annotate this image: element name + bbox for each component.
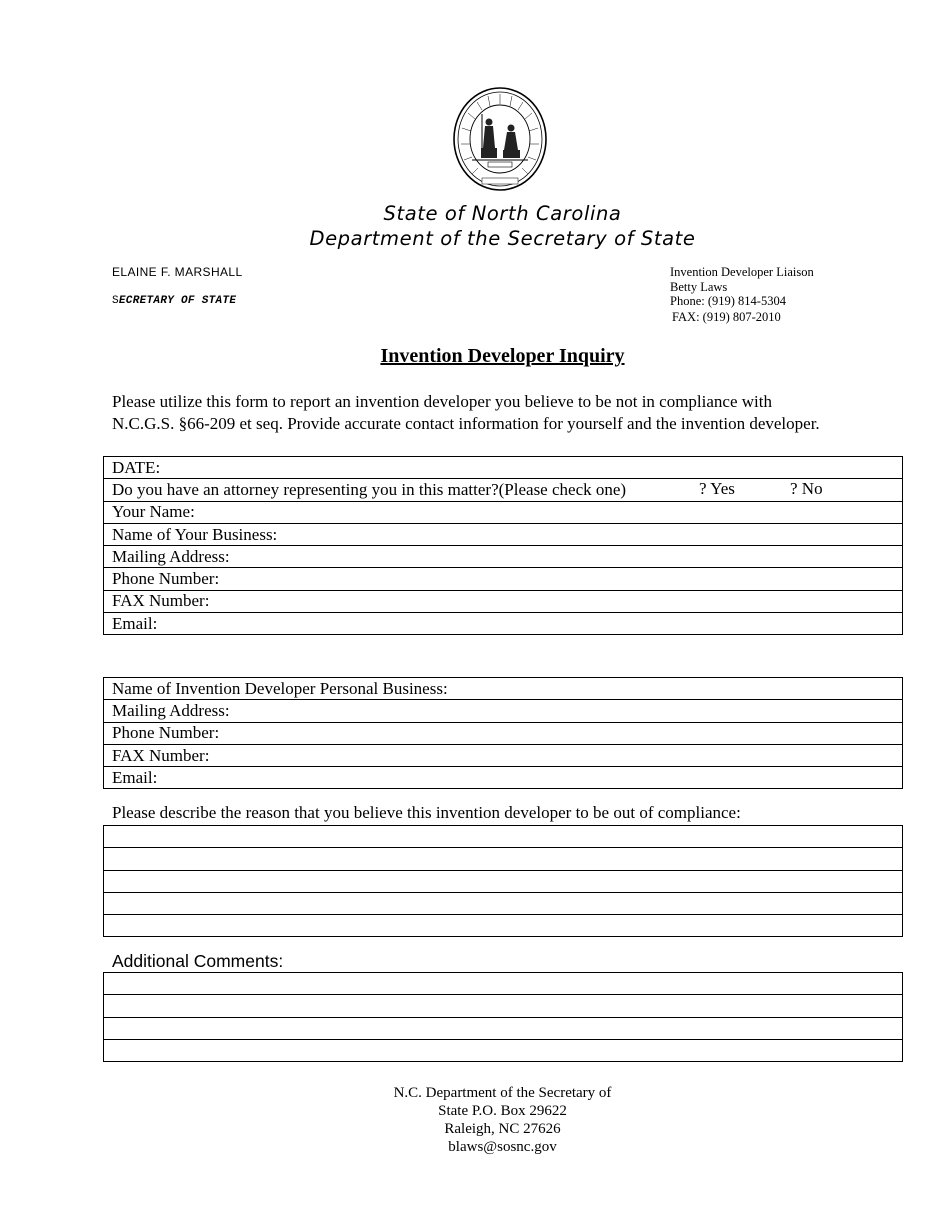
liaison-fax: FAX: (919) 807-2010 (672, 310, 781, 324)
liaison-phone: Phone: (919) 814-5304 (670, 294, 786, 308)
reason-line[interactable] (104, 915, 903, 937)
developer-phone-field[interactable]: Phone Number: (104, 722, 903, 744)
table-row (104, 973, 903, 995)
phone-number-field[interactable]: Phone Number: (104, 568, 903, 590)
table-row (104, 915, 903, 937)
developer-email-field[interactable]: Email: (104, 767, 903, 789)
table-row (104, 479, 903, 501)
fax-number-field[interactable]: FAX Number: (104, 590, 903, 612)
business-name-field[interactable]: Name of Your Business: (104, 523, 903, 545)
comment-line[interactable] (104, 973, 903, 995)
table-row (104, 590, 903, 612)
table-row (104, 826, 903, 848)
table-row (104, 848, 903, 870)
official-title-rest: ECRETARY OF STATE (118, 295, 237, 307)
mailing-address-field[interactable]: Mailing Address: (104, 546, 903, 568)
liaison-name: Betty Laws (670, 280, 728, 294)
reason-line[interactable] (104, 892, 903, 914)
table-row (104, 678, 903, 700)
comment-line[interactable] (104, 1039, 903, 1061)
table-row (104, 501, 903, 523)
developer-info-table (103, 677, 903, 789)
developer-business-name-field[interactable]: Name of Invention Developer Personal Business: (104, 678, 903, 700)
comment-line[interactable] (104, 1017, 903, 1039)
official-name: ELAINE F. MARSHALL (112, 265, 243, 279)
attorney-question: Do you have an attorney representing you in this matter?(Please check one) (112, 479, 627, 499)
form-title: Invention Developer Inquiry (380, 345, 625, 367)
your-name-field[interactable]: Your Name: (104, 501, 903, 523)
official-title-first: S (112, 295, 119, 307)
intro-text-line1: Please utilize this form to report an invention developer you believe to be not in compliance with (112, 392, 772, 411)
table-row (104, 568, 903, 590)
table-row (104, 613, 903, 635)
reason-lines-table (103, 825, 903, 937)
attorney-question-row (104, 479, 903, 501)
intro-text-line2: N.C.G.S. §66-209 et seq. Provide accurate contact information for yourself and the invention developer. (112, 414, 820, 433)
table-row (104, 744, 903, 766)
table-row (104, 892, 903, 914)
attorney-no-checkbox[interactable]: ? No (790, 479, 823, 499)
footer-email: blaws@sosnc.gov (448, 1139, 557, 1155)
reason-label: Please describe the reason that you believe this invention developer to be out of compliance: (112, 803, 741, 822)
table-row (104, 1039, 903, 1061)
date-field[interactable]: DATE: (104, 457, 903, 479)
table-row (104, 722, 903, 744)
footer-address-line3: Raleigh, NC 27626 (444, 1121, 561, 1137)
developer-fax-field[interactable]: FAX Number: (104, 744, 903, 766)
table-row (104, 546, 903, 568)
developer-mailing-address-field[interactable]: Mailing Address: (104, 700, 903, 722)
official-title (112, 295, 236, 307)
header-department-name: Department of the Secretary of State (309, 227, 696, 250)
table-row (104, 700, 903, 722)
table-row (104, 995, 903, 1017)
email-field[interactable]: Email: (104, 613, 903, 635)
reason-line[interactable] (104, 848, 903, 870)
liaison-title: Invention Developer Liaison (670, 265, 814, 279)
table-row (104, 1017, 903, 1039)
reason-line[interactable] (104, 826, 903, 848)
attorney-yes-checkbox[interactable]: ? Yes (699, 479, 735, 499)
comment-line[interactable] (104, 995, 903, 1017)
footer-address-line2: State P.O. Box 29622 (438, 1103, 567, 1119)
header-state-name: State of North Carolina (383, 202, 622, 225)
table-row (104, 523, 903, 545)
reason-line[interactable] (104, 870, 903, 892)
footer-address-line1: N.C. Department of the Secretary of (393, 1085, 612, 1101)
comments-label: Additional Comments: (112, 951, 284, 971)
table-row (104, 870, 903, 892)
state-seal-logo (452, 86, 548, 192)
comments-lines-table (103, 972, 903, 1062)
table-row (104, 767, 903, 789)
table-row (104, 457, 903, 479)
complainant-info-table (103, 456, 903, 635)
